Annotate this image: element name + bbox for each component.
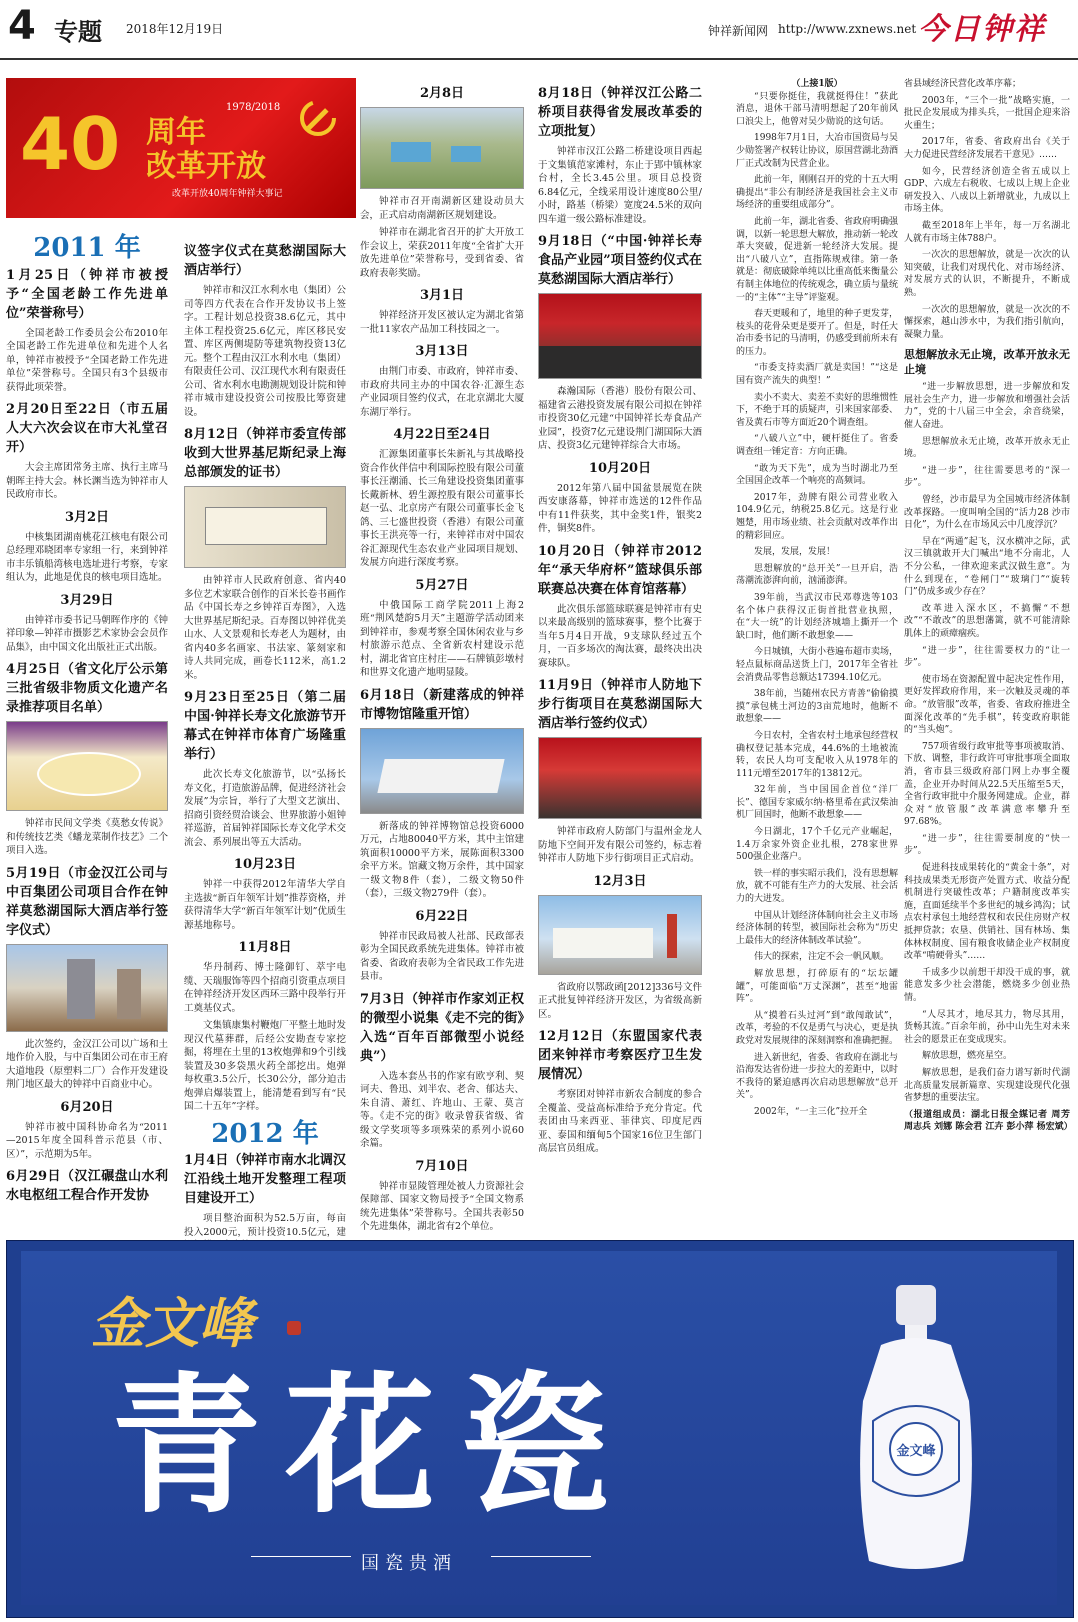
event-heading: 10月20日: [588, 460, 652, 476]
anniversary-banner: [6, 78, 356, 218]
article-paragraph: 思想解放的“总开关”一旦开启，浩荡潮流澎湃向前，汹涌澎湃。: [736, 563, 898, 587]
article-paragraph: 解放思想，打碎原有的“坛坛罐罐”，可能面临“万丈深渊”，甚至“地雷阵”。: [736, 969, 898, 1005]
event-text: 省政府以鄂政函[2012]336号文件正式批复钟祥经济开发区，为省级高新区。: [538, 981, 702, 1020]
column-5: [736, 78, 898, 1123]
reporter-credit: （报道组成员：湖北日报全媒记者 周芳 周志兵 刘娜 陈会君 江卉 彭小萍 杨宏斌）: [904, 1109, 1073, 1133]
column-3: [360, 78, 524, 1238]
article-paragraph: 此前一年，刚刚召开的党的十五大明确提出“非公有制经济是我国社会主义市场经济的重要组成部分”。: [736, 175, 899, 211]
event-heading: 4月25日（省文化厅公示第三批省级非物质文化遗产名录推荐项目名单）: [6, 662, 168, 715]
article-paragraph: 2017年，省委、省政府出台《关于大力促进民营经济发展若干意见》……: [904, 137, 1070, 160]
article-paragraph: 38年前，当随州农民方青善“偷偷摸摸”承包桃土河边的3亩荒地时，他断不敢想象——: [736, 689, 898, 725]
event-text: 此次长寿文化旅游节，以“弘扬长寿文化，打造旅游品牌，促进经济社会发展”为宗旨，举行了大型文艺演出、招商引资经贸洽谈会、世界旅游小姐钟祥巡游，首届钟祥国际长寿文化学术交流会、系列展出等五大活动。: [184, 769, 346, 848]
event-heading: 5月19日（市金汉江公司与中百集团公司项目合作在钟祥莫愁湖国际大酒店举行签字仪式）: [6, 865, 168, 938]
article-paragraph: 使市场在资源配置中起决定性作用，更好发挥政府作用，来一次触及灵魂的革命。“放管服”改革，省委、省政府推进全面深化改革的“先手棋”，转变政府职能的“当头炮”。: [904, 674, 1070, 736]
seal-icon: [287, 1321, 301, 1335]
event-heading: 1月4日（钟祥市南水北调汉江沿线土地开发整理工程项目建设开工）: [184, 1153, 346, 1206]
banner-number: 40: [20, 102, 121, 186]
event-heading: 8月18日（钟祥汉江公路二桥项目获得省发展改革委的立项批复）: [538, 86, 702, 139]
event-text: 考察团对钟祥市新农合制度的参合全覆盖、受益高标准给予充分肯定。代表团由马来西亚、菲律宾、印度尼西亚、泰国和缅甸5个国家16位卫生部门高层官员组成。: [538, 1089, 702, 1154]
newspaper-logo: 今日钟祥: [918, 12, 1046, 47]
event-text: 钟祥市在湖北省召开的扩大开放工作会议上，荣获2011年度“全省扩大开放先进单位”荣誉称号，受到省委、省政府表彰奖励。: [360, 227, 524, 279]
issue-date: 2018年12月19日: [126, 22, 224, 36]
event-heading: 3月1日: [419, 288, 465, 303]
event-text: 项目整治面积为52.5万亩，每亩投入2000元，预计投资10.5亿元，建: [184, 1213, 346, 1238]
event-text: 由钟祥市委书记马朝晖作序的《钟祥印象—钟祥市摄影艺术家协会会员作品集》，由中国文化出版社正式出版。: [6, 614, 168, 653]
column-4: [538, 78, 702, 1160]
article-paragraph: 39年前，当武汉市民邓尊选等103名个体户获得汉正街首批营业执照，在“大一统”的计划经济城墙上撕开一个缺口时，他们断不敢想象——: [736, 592, 898, 641]
event-text: 由荆门市委、市政府，钟祥市委、市政府共同主办的中国农谷·汇源生态产业园项目签约仪式，在北京湖北大厦东湖厅举行。: [360, 366, 524, 418]
event-heading: 2月8日: [419, 86, 465, 101]
article-paragraph: “八破八立”中，硬杆挺住了。省委调查组一锤定音：方向正确。: [736, 434, 898, 458]
article-paragraph: 757项省级行政审批等事项被取消、下放、调整，非行政许可审批事项全面取消，省市县三级政府部门网上办事全覆盖，企业开办时间从22.5天压缩至5天，全省行政审批中介服务网建成。企业，群众对“放管服”改革满意率攀升至97.68%。: [904, 741, 1070, 828]
article-paragraph: 今日湖北，17个千亿元产业崛起，1.4万余家外资企业扎根，278家世界500强企业落户。: [736, 827, 898, 863]
event-heading: 12月3日: [593, 873, 647, 889]
event-text: 大会主席团常务主席、执行主席马朝晖主持大会。林长渊当选为钟祥市人民政府市长。: [6, 462, 168, 500]
event-text: 钟祥一中获得2012年清华大学自主选拔“新百年领军计划”推荐资格，并获得清华大学“新百年领军计划”优质生源基地称号。: [184, 879, 346, 931]
event-text: 钟祥市和汉江水利水电（集团）公司等四方代表在合作开发协议书上签字。工程计划总投资38.6亿元，其中主体工程投资25.6亿元，库区移民安置、库区两侧堤防等建筑物投资13亿元。整个工程由汉江水利水电（集团）有限责任公司、汉江现代水利有限责任公司、省水利水电勘测规划设计院和钟祥市城市建设投资公司按股比筹资建设。: [184, 285, 346, 418]
event-heading: 2月20日至22日（市五届人大六次会议在市大礼堂召开）: [6, 402, 168, 455]
article-paragraph: 卖小不卖大、卖差不卖好的思维惯性下，不绝于耳的质疑声，引来国家部委、省及黄石市等方面近20个调查组。: [736, 392, 899, 428]
event-text: 中俄国际工商学院2011上海2班“荆风楚韵5月天”主题游学活动团来到钟祥市，参观考察全国休闲农业与乡村旅游示范点、全省新农村建设示范村，湖北省官庄村庄——石牌镇彭墩村和世界文化遗产地明显陵。: [360, 599, 524, 678]
column-2: [184, 236, 346, 1257]
article-paragraph: 发展，发展，发展！: [754, 547, 836, 558]
signing-photo: [538, 737, 702, 819]
event-text: 新落成的钟祥博物馆总投资6000万元，占地80040平方米，其中主馆建筑面积10000平方米，展陈面积3300余平方米。馆藏文物万余件，其中国家一级文物8件（套），二级文物50件（套），三级文物279件（套）。: [360, 820, 524, 899]
event-heading: 9月18日（“中国·钟祥长寿食品产业园”项目签约仪式在莫愁湖国际大酒店举行）: [538, 234, 702, 287]
event-text: 入选本套丛书的作家有欧亨利、契诃夫、鲁迅、刘半农、老舍、郁达夫、朱自清、萧红、许地山、王蒙、莫言等。《走不完的街》收录曾获省级、省级文学奖项等多项殊荣的系列小说60余篇。: [360, 1070, 524, 1149]
banner-line1: 周年: [146, 115, 206, 150]
event-heading: 3月13日: [415, 344, 469, 359]
year-heading-2012: 2012 年: [211, 1118, 319, 1149]
event-heading: 3月2日: [64, 509, 110, 525]
event-heading: 10月20日（钟祥市2012年“承天华府杯”篮球俱乐部联赛总决赛在体育馆落幕）: [538, 543, 702, 597]
event-text: 此次俱乐部篮球联赛是钟祥市有史以来最高级别的篮球赛事，整个比赛于当年5月4日开战，9支球队经过五个月，一百多场次的淘汰赛，最终决出决赛球队。: [538, 603, 702, 669]
event-text: 文集镇康集村鞭炮厂平整土地时发现汉代墓葬群，后经公安勘查专家挖掘，将埋在土里的13枚炮弹和9个引线装置及30多袋黑火药全部挖出。炮弹每枚重3.5公斤，长30公分，部分迫击炮弹启爆装置上，能清楚看到写有“民国二十五年”字样。: [184, 1020, 346, 1112]
article-paragraph: “人尽其才，地尽其力，物尽其用，货畅其流。”百余年前，孙中山先生对未来社会的愿景正在变成现实。: [904, 1009, 1070, 1045]
event-heading: 9月23日至25日（第二届中国·钟祥长寿文化旅游节开幕式在钟祥市体育广场隆重举行）: [184, 690, 346, 762]
article-paragraph: 1998年7月1日，大冶市国资局与吴少勋签署产权转让协议，原国营湖北劲酒厂正式改制为民营企业。: [736, 133, 899, 169]
event-text: 钟祥市民间文学类《莫愁女传说》和传统技艺类《蟠龙菜制作技艺》二个项目入选。: [6, 818, 168, 856]
article-paragraph: 省县域经济民营化改革序幕；: [904, 79, 1022, 89]
article-paragraph: 促进科技成果转化的“黄金十条”，对科技成果类无形资产处置方式、收益分配机制进行突破性改革；户籍制度改革实施，直面延续半个多世纪的城乡鸿沟；试点农村承包土地经营权和农民住房财产权抵押贷款；农垦、供销社、国有林场、集体林权制度、国有粮食收储企业产权制度改革“啃硬骨头”……: [904, 863, 1070, 962]
event-heading: 6月29日（汉江碾盘山水利水电枢纽工程合作开发协: [6, 1169, 168, 1203]
event-text: 钟祥市民政局被人社部、民政部表彰为全国民政系统先进集体。钟祥市被省委、省政府表彰为全省民政工作先进县市。: [360, 930, 524, 982]
article-paragraph: “敢为天下先”，成为当时湖北乃至全国国企改革一个响亮的高频词。: [736, 463, 898, 487]
article-paragraph: 改革进入深水区，不搞懈“不想改”“不敢改”的思想藩篱，就不可能清除肌体上的顽瘴痼疾。: [904, 603, 1070, 639]
article-paragraph: 铁一样的事实昭示我们，没有思想解放，就不可能有生产力的大发展、社会活力的大迸发。: [736, 868, 899, 905]
article-paragraph: 曾经，沙市最早为全国城市经济体制改革探路。一度叫响全国的“活力28 沙市日化”，为什么在市场风云中几度浮沉？: [904, 495, 1070, 531]
article-paragraph: 今日城镇，大街小巷遍布超市卖场，轻点鼠标商品送货上门，2017年全省社会消费品零售总额达17394.10亿元。: [736, 647, 899, 683]
event-text: 中核集团湖南桃花江核电有限公司总经理邓晓团率专家组一行，来到钟祥市丰乐镇船湾核电选址进行考察，专家组认为，此地是优良的核电项目选址。: [6, 531, 168, 583]
article-paragraph: “进一步”，往往需要权力的“让一步”。: [904, 645, 1070, 669]
event-text: 汇源集团董事长朱新礼与其战略投资合作伙伴信中利国际控股有限公司董事长汪潮涌、长三角建设投资集团董事长戴新林、碧生源控股有限公司董事长赵一弘、北京房产有限公司董事长金飞鸽、三七盛世投资（香港）有限公司董事长王洪亮等一行，来钟祥市对中国农谷汇源现代生态农业产业园项目规划、发展方向进行深度考察。: [360, 449, 524, 568]
article-paragraph: 解放思想，燃亮星空。: [922, 1051, 1013, 1062]
page-number: 4: [8, 3, 36, 49]
article-paragraph: 千成多少以前想干却没干成的事，就能意发多少社会潜能，燃烧多少创业热情。: [904, 967, 1070, 1003]
continued-marker: （上接1版）: [791, 79, 843, 89]
banner-title: [146, 116, 266, 184]
site-name: 钟祥新闻网: [708, 24, 769, 38]
article-paragraph: 伟大的探索，注定不会一帆风顺。: [754, 952, 890, 963]
divider: [251, 1556, 351, 1557]
event-heading: 12月12日（东盟国家代表团来钟祥市考察医疗卫生发展情况）: [538, 1029, 702, 1082]
event-heading: 6月22日: [415, 908, 469, 924]
event-text: 钟祥市召开南湖新区建设动员大会，正式启动南湖新区规划建设。: [360, 196, 524, 221]
article-paragraph: “只要你挺住，我就挺得住！”获此消息，退休干部马清明想起了20年前风口浪尖上，他曾对吴少勋说的这句话。: [736, 91, 898, 127]
museum-photo: [360, 728, 524, 814]
event-text: 钟祥市显陵管理处被人力资源社会保障部、国家文物局授予“全国文物系统先进集体”荣誉称号。全国共表彰50个先进集体，湖北省有2个单位。: [360, 1180, 524, 1232]
event-heading: 6月20日: [60, 1099, 114, 1115]
event-text: 由钟祥市人民政府创意、省内40多位艺术家联合创作的百米长卷书画作品《中国长寿之乡钟祥百寿图》，入选大世界基尼斯纪录。百寿图以钟祥优美山水、人文景观和长寿老人为题材，由省内40多名画家、书法家、篆刻家和诗人共同完成，画卷长112米，高1.2米。: [184, 575, 346, 681]
dish-photo: [6, 721, 168, 811]
section-title: 专题: [54, 18, 102, 46]
event-heading: 7月10日: [415, 1158, 469, 1174]
ad-brand: 金文峰: [91, 1291, 253, 1355]
article-paragraph: 解放思想，是我们奋力谱写新时代湖北高质量发展新篇章、实现建设现代化强省梦想的重要法宝。: [904, 1067, 1070, 1104]
event-heading: 7月3日（钟祥市作家刘正权的微型小说集《走不完的街》入选“百年百部微型小说经典”）: [360, 991, 524, 1064]
article-paragraph: 进入新世纪，省委、省政府在湖北与沿海发达省份进一步拉大的差距中，以时不我待的紧迫感再次启动思想解放“总开关”。: [736, 1052, 899, 1101]
event-text: 全国老龄工作委员会公布2010年全国老龄工作先进单位和先进个人名单，钟祥市被授予“全国老龄工作先进单位”荣誉称号。全国只有3个县级市获得此项荣誉。: [6, 327, 168, 393]
article-paragraph: “进一步解放思想，进一步解放和发展社会生产力，进一步解放和增强社会活力”，党的十八届三中全会，余音绕梁，催人奋进。: [904, 382, 1070, 431]
event-text: 森瀚国际（香港）股份有限公司、福建省云港投资发展有限公司拟在钟祥市投资30亿元建“中国钟祥长寿食品产业园”，投资7亿元建设荆门湖国际大酒店、投资3亿元建钟祥综合大市场。: [538, 386, 702, 451]
banner-subtitle: 改革开放40周年钟祥大事记: [172, 189, 283, 199]
year-heading-2011: 2011 年: [33, 233, 141, 263]
article-paragraph: 今日农村，全省农村土地承包经营权确权登记基本完成，44.6%的土地被流转，农民人均可支配收入从1978年的111元增至2017年的13812元。: [736, 730, 899, 779]
event-heading: 8月12日（钟祥市委宣传部收到大世界基尼斯纪录上海总部颁发的证书）: [184, 427, 346, 480]
article-paragraph: 32年前，当中国国企首位“洋厂长”、德国专家威尔纳·格里希在武汉柴油机厂回国时，他断不敢想象——: [736, 785, 898, 821]
article-paragraph: 2002年，“一主三化”拉开全: [754, 1106, 868, 1117]
page-header: [0, 0, 1078, 60]
zone-gate-photo: [538, 895, 702, 975]
article-paragraph: 春天更暖和了，地里的种子更发芽，枝头的花骨朵更是要开了。但是，时任大冶市委书记的马清明，仍感受到前所未有的压力。: [736, 309, 899, 357]
article-paragraph: “进一步”，往往需要思考的“深一步”。: [904, 465, 1070, 489]
divider: [491, 1556, 591, 1557]
article-paragraph: 2003年，“三个一批”战略实施，一批民企发展成为排头兵，一批国企迎来浴火重生；: [904, 95, 1070, 131]
signing-ceremony-photo: [538, 293, 702, 379]
event-heading: 10月23日: [233, 857, 297, 872]
building-photo: [6, 944, 168, 1032]
article-paragraph: 如今，民营经济创造全省五成以上GDP、六成左右税收、七成以上规上企业研发投入、八成以上新增就业，九成以上市场主体。: [904, 166, 1070, 215]
article-paragraph: 中国从计划经济体制向社会主义市场经济体制的转型，被国际社会称为“历史上最伟大的经济体制改革试验”。: [736, 910, 899, 946]
article-paragraph: “进一步”，往往需要制度的“快一步”。: [904, 833, 1070, 857]
bottle-label: 金文峰: [896, 1444, 936, 1459]
hammer-sickle-icon: [296, 96, 340, 140]
section-subheading: 思想解放永无止境，改革开放永无止境: [904, 348, 1070, 377]
liquor-advertisement: [6, 1240, 1074, 1618]
bottle-image: [851, 1281, 981, 1581]
article-paragraph: 一次次的思想解放，就是一次次的认知突破，让我们对现代化、对市场经济、对发展方式的认识，不断提升，不断成熟。: [904, 250, 1070, 298]
column-6: [904, 78, 1073, 1138]
event-text: 钟祥市被中国科协命名为“2011—2015年度全国科普示范县（市、区）”，示范期为5年。: [6, 1121, 168, 1160]
ad-tagline: 国瓷贵酒: [361, 1553, 457, 1574]
event-text: 钟祥市政府人防部门与温州金龙人防地下空间开发有限公司签约，标志着钟祥市人防地下步行街项目正式启动。: [538, 826, 702, 864]
aerial-photo: [360, 107, 524, 189]
event-text: 钟祥市汉江公路二桥建设项目西起于文集镇范家滩村，东止于郢中镇林家台村，全长3.45公里。项目总投资6.84亿元，全线采用设计速度80公里/小时，路基（桥梁）宽度24.5米的双向四车道一级公路标准建设。: [538, 146, 702, 225]
article-paragraph: “市委支持卖酒厂就是卖国！”“这是国有资产流失的典型！”: [736, 363, 898, 387]
article-paragraph: 一次次的思想解放，就是一次次的不懈探索，越山涉水中，为我们指引航向，凝聚力量。: [904, 304, 1070, 340]
article-paragraph: 早在“两通”起飞，汉水横冲之际，武汉三镇就敢开大门喊出“地不分南北，人不分公私，一律欢迎来武汉做生意”。为什么到现在，“卷闸门”“玻璃门”“旋转门”仍成多或少存在？: [904, 536, 1070, 598]
calligraphy-photo: [184, 486, 346, 568]
event-text: 华丹制药、博士隆御钉、萃宇电缆、天瑞服饰等四个招商引资重点项目在钟祥经济开发区西环三路中段举行开工奠基仪式。: [184, 962, 346, 1014]
column-1: [6, 228, 168, 1209]
ad-panel: [21, 1251, 1057, 1605]
event-heading: 1月25日（钟祥市被授予“全国老龄工作先进单位”荣誉称号）: [6, 267, 168, 321]
event-text: 此次签约，金汉江公司以广场和土地作价入股，与中百集团公司在市王府大道地段（原塑料二厂）合作开发建设荆门地区最大的钟祥中百商业中心。: [6, 1038, 168, 1090]
event-heading: 11月8日: [238, 940, 292, 955]
article-paragraph: 2017年，劲牌有限公司营业收入104.9亿元，纳税25.8亿元。这是行业翘楚，用市场业绩、社会贡献对改革作出的精彩回应。: [736, 492, 899, 541]
event-heading: 议签字仪式在莫愁湖国际大酒店举行）: [184, 244, 346, 278]
event-heading: 3月29日: [60, 592, 114, 608]
ad-product-name: 青花瓷: [111, 1358, 634, 1534]
banner-line2: 改革开放: [146, 149, 266, 184]
event-heading: 5月27日: [415, 577, 469, 593]
event-text: 2012年第八届中国盆景展览在陕西安康落幕，钟祥市选送的12件作品中有11件获奖，其中金奖1件，银奖2件，铜奖8件。: [538, 482, 702, 534]
event-text: 钟祥经济开发区被认定为湖北省第一批11家农产品加工科技园之一。: [360, 310, 524, 335]
article-paragraph: 截至2018年上半年，每一万名湖北人就有市场主体788户。: [904, 220, 1070, 244]
event-heading: 11月9日（钟祥市人防地下步行街项目在莫愁湖国际大酒店举行签约仪式）: [538, 678, 702, 731]
article-paragraph: 思想解放永无止境，改革开放永无止境。: [904, 436, 1070, 460]
banner-years: 1978/2018: [226, 102, 281, 113]
article-paragraph: 从“摸着石头过河”到“敢闯敢试”，改革，考验的不仅是勇气与决心，更是执政党对发展规律的深刻洞察和准确把握。: [736, 1010, 899, 1046]
event-heading: 6月18日（新建落成的钟祥市博物馆隆重开馆）: [360, 687, 524, 722]
article-paragraph: 此前一年，湖北省委、省政府明确强调，以新一轮思想大解放，推动新一轮改革大突破，促进新一轮经济大发展。提出“八破八立”，直指陈规戒律。第一条就是：彻底破除单纯以比重高低来衡量公有制主体地位的传统观念，确立质与量统一的“主体”“主导”评鉴观。: [736, 216, 899, 303]
site-url[interactable]: http://www.zxnews.net: [778, 22, 917, 36]
event-heading: 4月22日至24日: [393, 427, 491, 442]
